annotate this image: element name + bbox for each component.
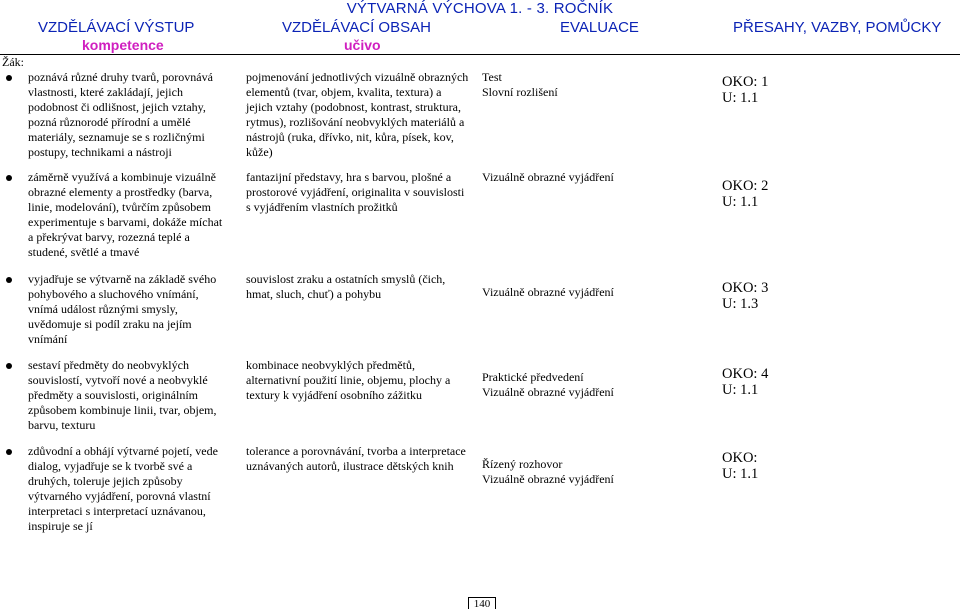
column-subheaders — [0, 37, 960, 54]
page-title: VÝTVARNÁ VÝCHOVA 1. - 3. ROČNÍK — [346, 0, 614, 17]
outcome-cell: vyjadřuje se výtvarně na základě svého pohybového a sluchového vnímání, vnímá událost různými smysly, uvědomuje si podíl zraku na jejím vnímání — [28, 272, 217, 346]
outcome-cell: záměrně využívá a kombinuje vizuálně obrazné elementy a prostředky (barva, linie, modelování), tvůrčím způsobem experimentuje s barvami, dokáže míchat a překrývat barvy, rozezná teplé a studené, světlé a tmavé — [28, 170, 223, 259]
bullet-icon — [6, 175, 12, 181]
evaluation-cell: Test Slovní rozlišení — [482, 70, 558, 99]
evaluation-cell: Řízený rozhovor Vizuálně obrazné vyjádření — [482, 457, 614, 486]
content-cell: pojmenování jednotlivých vizuálně obrazných elementů (tvar, objem, kvalita, textura) a jejich vztahy (podobnost, kontrast, struktura, rytmus), rozlišování neobvyklých materiálů a nástrojů (ruka, dřívko, nit, kůra, písek, kov, kůže) — [246, 70, 469, 159]
bullet-icon — [6, 363, 12, 369]
links-cell: OKO: 2 U: 1.1 — [722, 178, 769, 210]
evaluation-cell: Vizuálně obrazné vyjádření — [482, 170, 614, 184]
bullet-icon — [6, 277, 12, 283]
content-cell: tolerance a porovnávání, tvorba a interpretace uznávaných autorů, ilustrace dětských knih — [246, 444, 466, 473]
section-label: Žák: — [2, 55, 24, 69]
content-cell: kombinace neobvyklých předmětů, alternativní použití linie, objemu, plochy a textury k vyjádření osobního zážitku — [246, 358, 451, 402]
content-cell: souvislost zraku a ostatních smyslů (čich, hmat, sluch, chuť) a pohybu — [246, 272, 446, 301]
header-evaluation: EVALUACE — [560, 19, 639, 36]
links-cell: OKO: 4 U: 1.1 — [722, 366, 769, 398]
links-cell: OKO: 1 U: 1.1 — [722, 74, 769, 106]
content-cell: fantazijní představy, hra s barvou, plošné a prostorové vyjádření, originalita v souvislosti s vyjádřením vlastních prožitků — [246, 170, 465, 214]
header-outcome: VZDĚLÁVACÍ VÝSTUP — [38, 19, 195, 36]
page-number: 140 — [468, 597, 496, 609]
bullet-icon — [6, 449, 12, 455]
outcome-cell: poznává různé druhy tvarů, porovnává vlastnosti, které zakládají, jejich podobnost či odlišnost, jejich vztahy, pozná různorodé přírodní a umělé materiály, seznamuje se s rozličnými postupy, technikami a nástroji — [28, 70, 213, 159]
links-cell: OKO: U: 1.1 — [722, 450, 759, 482]
subheader-curriculum: učivo — [344, 37, 381, 53]
header-links: PŘESAHY, VAZBY, POMŮCKY — [733, 19, 942, 36]
subheader-competence: kompetence — [82, 37, 164, 53]
header-divider — [0, 54, 960, 55]
links-cell: OKO: 3 U: 1.3 — [722, 280, 769, 312]
evaluation-cell: Vizuálně obrazné vyjádření — [482, 285, 614, 299]
bullet-icon — [6, 75, 12, 81]
outcome-cell: zdůvodní a obhájí výtvarné pojetí, vede dialog, vyjadřuje se k tvorbě své a druhých, toleruje jejich způsoby výtvarného vyjádření, porovná vlastní interpretaci s interpretací uznávanou, inspiruje se jí — [28, 444, 218, 533]
outcome-cell: sestaví předměty do neobvyklých souvislostí, vytvoří nové a neobvyklé předměty a souvislosti, originálním způsobem kombinuje linii, tvar, objem, barvu, texturu — [28, 358, 217, 432]
header-content: VZDĚLÁVACÍ OBSAH — [282, 19, 431, 36]
evaluation-cell: Praktické předvedení Vizuálně obrazné vyjádření — [482, 370, 614, 399]
column-headers — [0, 19, 960, 37]
